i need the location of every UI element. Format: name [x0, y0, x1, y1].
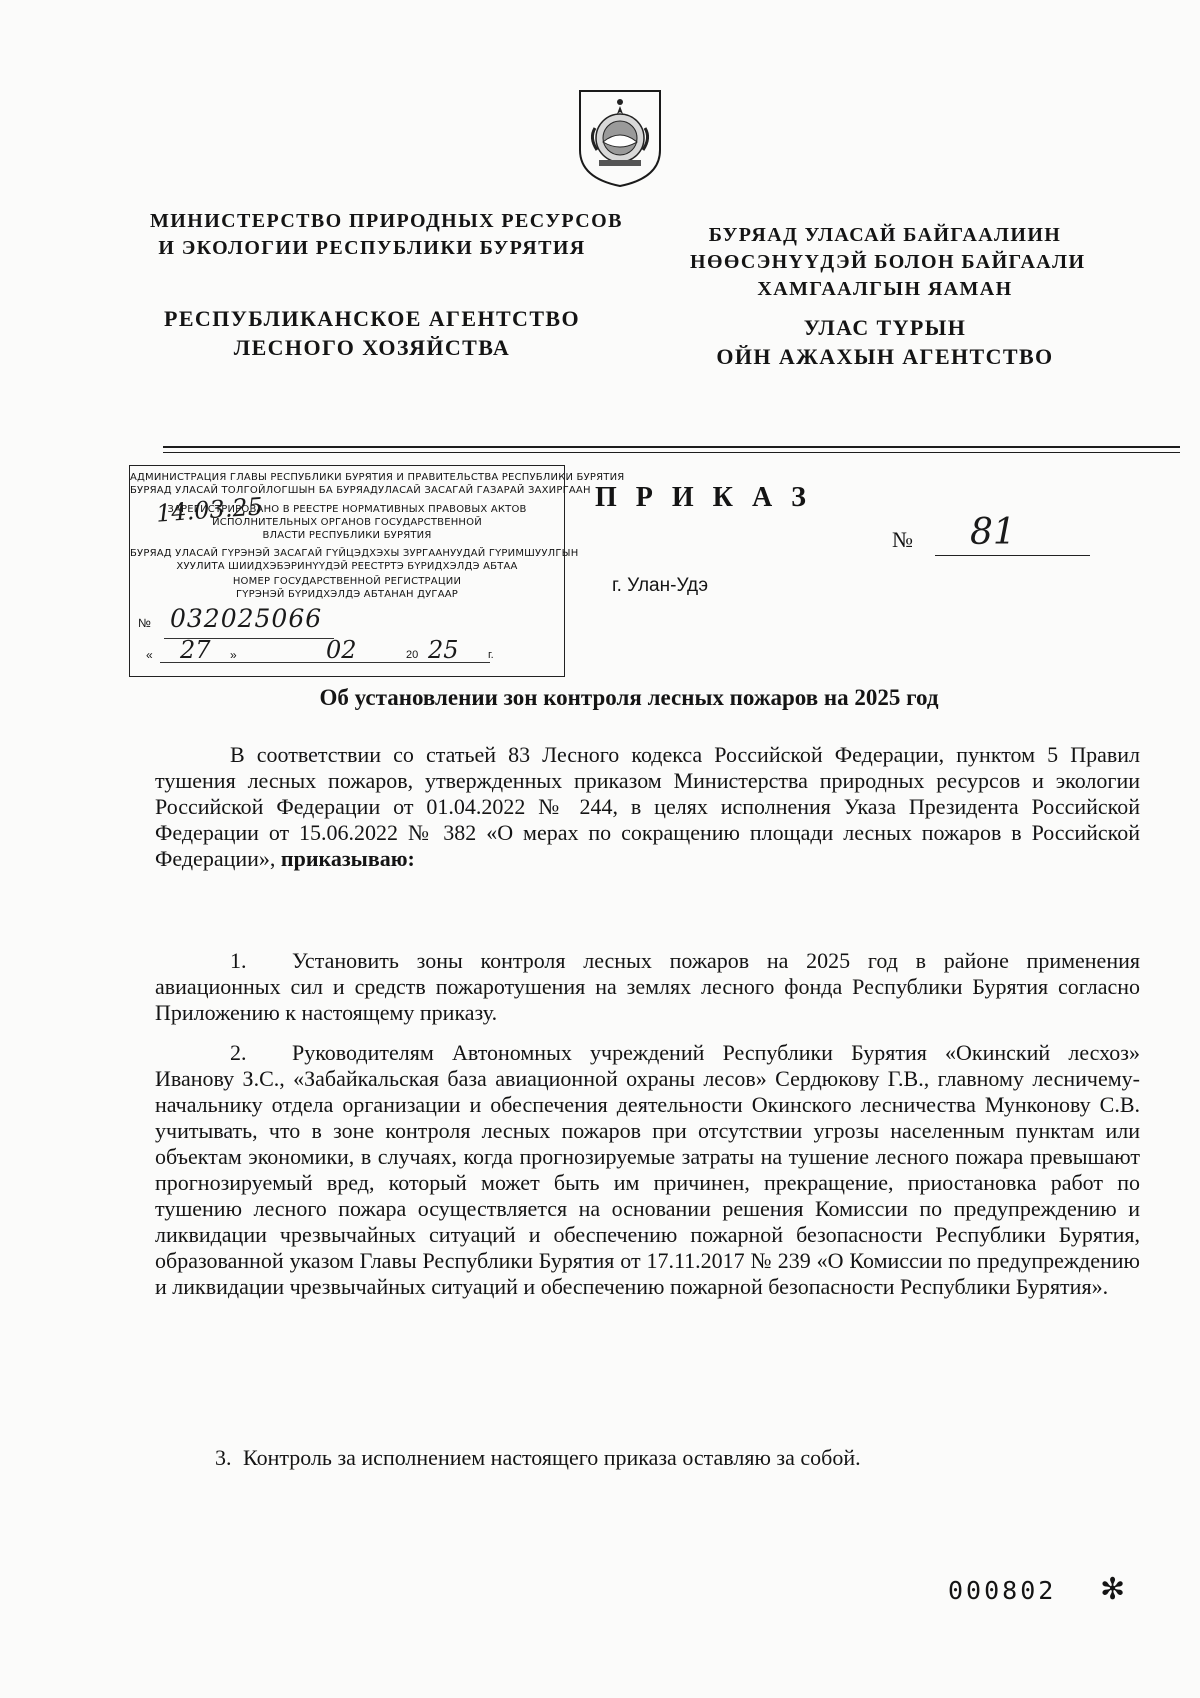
stamp-day: 27 [180, 636, 211, 664]
header-line: УЛАС ТҮРЫН [803, 315, 967, 340]
stamp-year-suffix: 25 [428, 636, 459, 664]
stamp-line: БУРЯАД УЛАСАЙ ТОЛГОЙЛОГШЫН БА БУРЯАДУЛАСАЙ ЗАСАГАЙ ГАЗАРАЙ ЗАХИРГААН [130, 485, 591, 496]
stamp-number-prefix: № [138, 616, 151, 630]
stamp-year-end: г. [488, 649, 494, 661]
header-divider-thin [163, 452, 1180, 453]
stamp-date-quote-close: » [230, 648, 237, 662]
item-text: Руководителям Автономных учреждений Республики Бурятия «Окинский лесхоз» Иванову З.С., «Забайкальская база авиационной охраны лесов» Сердюкову Г.В., главному лесничему-начальнику отдела организации и обеспечения деятельности Окинского лесничества Мунконову С.В. учитывать, что в зоне контроля лесных пожаров при отсутствии угрозы населенным пунктам или объектам экономики, в случаях, когда прогнозируемые затраты на тушение лесного пожара превышают прогнозируемый вред, который может быть им причинен, прекращение, приостановка работ по тушению лесного пожара осуществляется на основании решения Комиссии по предупреждению и ликвидации чрезвычайных ситуаций и обеспечению пожарной безопасности Республики Бурятия, образованной указом Главы Республики Бурятия от 17.11.2017 № 239 «О Комиссии по предупреждению и ликвидации чрезвычайных ситуаций и обеспечению пожарной безопасности Республики Бурятия». [155, 1040, 1140, 1299]
intro-text: В соответствии со статьей 83 Лесного кодекса Российской Федерации, пунктом 5 Правил тушения лесных пожаров, утвержденных приказом Министерства природных ресурсов и экологии Российской Федерации от 01.04.2022 № 244, в целях исполнения Указа Президента Российской Федерации от 15.06.2022 № 382 «О мерах по сокращению площади лесных пожаров в Российской Федерации», [155, 742, 1140, 871]
intro-command: приказываю: [280, 846, 415, 871]
order-city: г. Улан-Удэ [612, 575, 709, 596]
stamp-year-prefix: 20 [406, 649, 419, 661]
header-line: ЛЕСНОГО ХОЗЯЙСТВА [233, 335, 511, 360]
coat-of-arms-emblem [577, 88, 663, 188]
ministry-name-ru [150, 208, 623, 262]
stamp-handwritten-date: 14.03.25 [155, 492, 264, 528]
order-subject: Об установлении зон контроля лесных пожаров на 2025 год [319, 685, 939, 710]
stamp-line: БУРЯАД УЛАСАЙ ГҮРЭНЭЙ ЗАСАГАЙ ГҮЙЦЭДХЭХЫ ЗУРГААНУУДАЙ ГҮРИМШУУЛГЫН [130, 548, 579, 559]
item-2 [155, 1040, 1140, 1300]
item-1 [155, 948, 1140, 1026]
ministry-name-bua [690, 222, 1086, 303]
header-line: ХАМГААЛГЫН ЯАМАН [757, 278, 1013, 300]
item-3 [155, 1445, 1140, 1471]
order-number-prefix: № [892, 527, 913, 552]
intro-paragraph [155, 742, 1140, 872]
header-divider [163, 446, 1180, 448]
header-line: ОЙН АЖАХЫН АГЕНТСТВО [716, 344, 1054, 369]
item-text: Установить зоны контроля лесных пожаров на 2025 год в районе применения авиационных сил и средств пожаротушения на землях лесного фонда Республики Бурятия согласно Приложению к настоящему приказу. [155, 948, 1140, 1025]
stamp-date-quote-open: « [146, 648, 153, 662]
agency-name-bua [690, 313, 1080, 371]
stamp-date-underline [160, 662, 490, 663]
footer-asterisk-mark: ✻ [1100, 1573, 1126, 1606]
header-line: РЕСПУБЛИКАНСКОЕ АГЕНТСТВО [164, 306, 580, 331]
stamp-reg-number: 032025066 [170, 604, 323, 633]
header-line: МИНИСТЕРСТВО ПРИРОДНЫХ РЕСУРСОВ [150, 210, 623, 232]
order-title: П Р И К А З [595, 482, 812, 513]
stamp-month: 02 [326, 636, 357, 664]
header-line: И ЭКОЛОГИИ РЕСПУБЛИКИ БУРЯТИЯ [158, 237, 586, 259]
header-line: НӨӨСЭНҮҮДЭЙ БОЛОН БАЙГААЛИ [690, 251, 1086, 273]
item-number: 3. [215, 1445, 232, 1470]
stamp-line: ВЛАСТИ РЕСПУБЛИКИ БУРЯТИЯ [262, 530, 432, 541]
document-serial-number: 000802 [948, 1576, 1057, 1605]
stamp-line: НОМЕР ГОСУДАРСТВЕННОЙ РЕГИСТРАЦИИ [232, 576, 462, 587]
item-number: 2. [230, 1040, 247, 1065]
order-number: 81 [970, 512, 1016, 553]
stamp-line: ХУУЛИТА ШИИДХЭБЭРИНҮҮДЭЙ РЕЕСТРТЭ БҮРИДХЭЛДЭ АБТАА [176, 561, 518, 572]
stamp-line: ЗАРЕГИСТРИРОВАНО В РЕЕСТРЕ НОРМАТИВНЫХ ПРАВОВЫХ АКТОВ [167, 504, 527, 515]
item-text: Контроль за исполнением настоящего приказа оставляю за собой. [243, 1445, 861, 1470]
item-number: 1. [230, 948, 247, 973]
stamp-line: ГҮРЭНЭЙ БҮРИДХЭЛДЭ АБТАНАН ДУГААР [235, 589, 459, 600]
stamp-line: ИСПОЛНИТЕЛЬНЫХ ОРГАНОВ ГОСУДАРСТВЕННОЙ [212, 517, 482, 528]
order-number-underline [935, 555, 1090, 556]
stamp-line: АДМИНИСТРАЦИЯ ГЛАВЫ РЕСПУБЛИКИ БУРЯТИЯ И ПРАВИТЕЛЬСТВА РЕСПУБЛИКИ БУРЯТИЯ [130, 472, 625, 483]
agency-name-ru [150, 304, 594, 362]
header-line: БУРЯАД УЛАСАЙ БАЙГААЛИИН [708, 224, 1062, 246]
registration-stamp [129, 465, 625, 677]
